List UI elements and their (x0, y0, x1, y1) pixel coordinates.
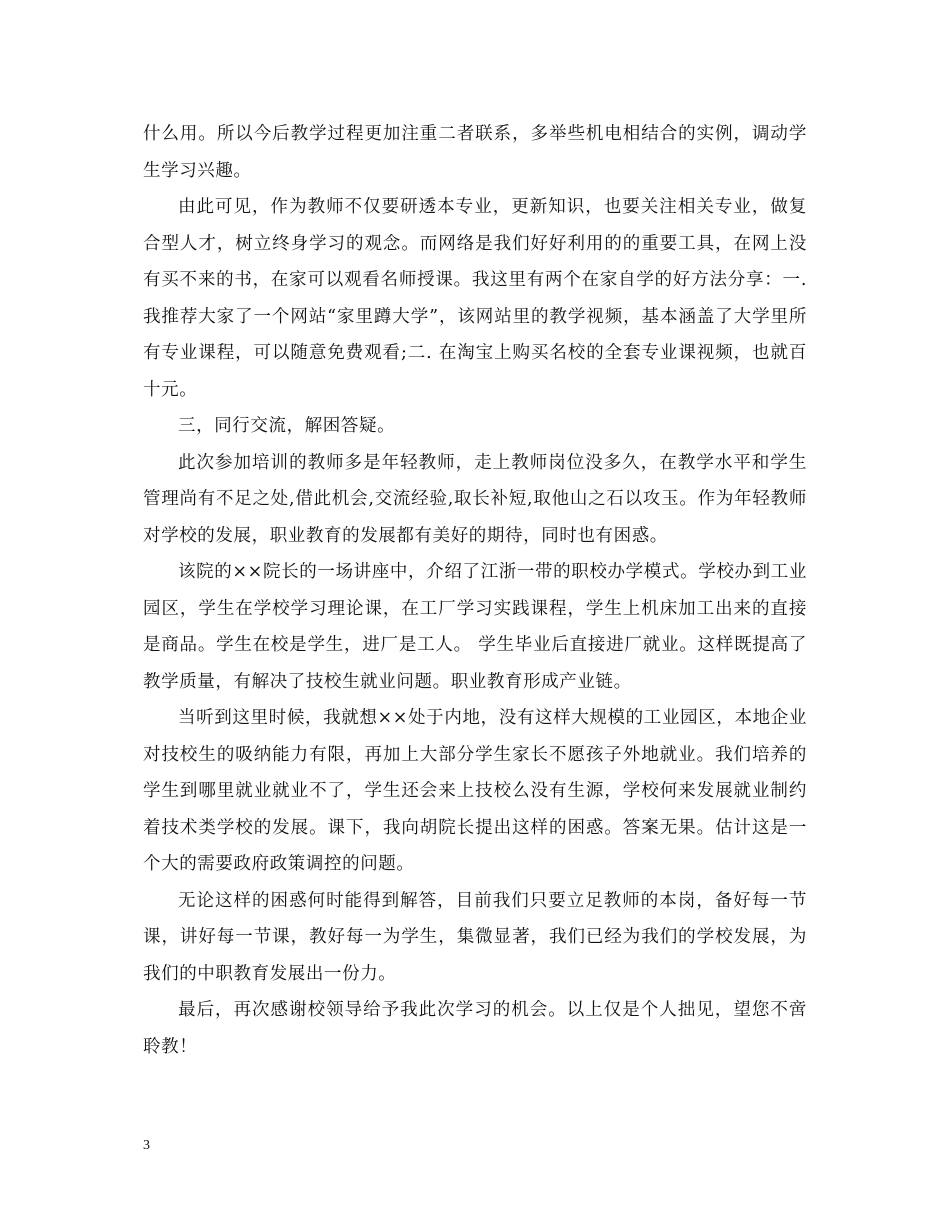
paragraph-lecture-model: 该院的××院长的一场讲座中，介绍了江浙一带的职校办学模式。学校办到工业园区，学生在学校学习理论课，在工厂学习实践课程，学生上机床加工出来的直接是商品。学生在校是学生，进厂是工人。 学生毕业后直接进厂就业。这样既提高了教学质量，有解决了技校生就业问题。职业教育形成产业链。 (143, 562, 807, 692)
page-number: 3 (143, 1138, 150, 1153)
paragraph-lifelong-learning: 由此可见，作为教师不仅要研透本专业，更新知识，也要关注相关专业，做复合型人才，树立终身学习的观念。而网络是我们好好利用的的重要工具，在网上没有买不来的书，在家可以观看名师授课。我这里有两个在家自学的好方法分享：一. 我推荐大家了一个网站“家里蹲大学”，该网站里的教学视频，基本涵盖了大学里所有专业课程，可以随意免费观看;二. 在淘宝上购买名校的全套专业课视频，也就百十元。 (143, 197, 807, 400)
paragraph-closing: 最后，再次感谢校领导给予我此次学习的机会。以上仅是个人拙见，望您不啻聆教！ (143, 1000, 807, 1057)
paragraph-continuation: 什么用。所以今后教学过程更加注重二者联系，多举些机电相结合的实例，调动学生学习兴趣。 (143, 124, 807, 181)
document-body (143, 116, 807, 1065)
paragraph-young-teachers: 此次参加培训的教师多是年轻教师，走上教师岗位没多久，在教学水平和学生管理尚有不足之处,借此机会,交流经验,取长补短,取他山之石以攻玉。作为年轻教师对学校的发展，职业教育的发展都有美好的期待，同时也有困惑。 (143, 452, 807, 546)
paragraph-local-situation: 当听到这里时候，我就想××处于内地，没有这样大规模的工业园区，本地企业对技校生的吸纳能力有限，再加上大部分学生家长不愿孩子外地就业。我们培养的学生到哪里就业就业不了，学生还会来上技校么没有生源，学校何来发展就业制约着技术类学校的发展。课下，我向胡院长提出这样的困惑。答案无果。估计这是一个大的需要政府政策调控的问题。 (143, 708, 807, 874)
section-heading-peer-exchange: 三，同行交流，解困答疑。 (178, 416, 396, 436)
paragraph-commitment: 无论这样的困惑何时能得到解答，目前我们只要立足教师的本岗，备好每一节课，讲好每一节课，教好每一为学生，集微显著，我们已经为我们的学校发展，为我们的中职教育发展出一份力。 (143, 890, 807, 984)
